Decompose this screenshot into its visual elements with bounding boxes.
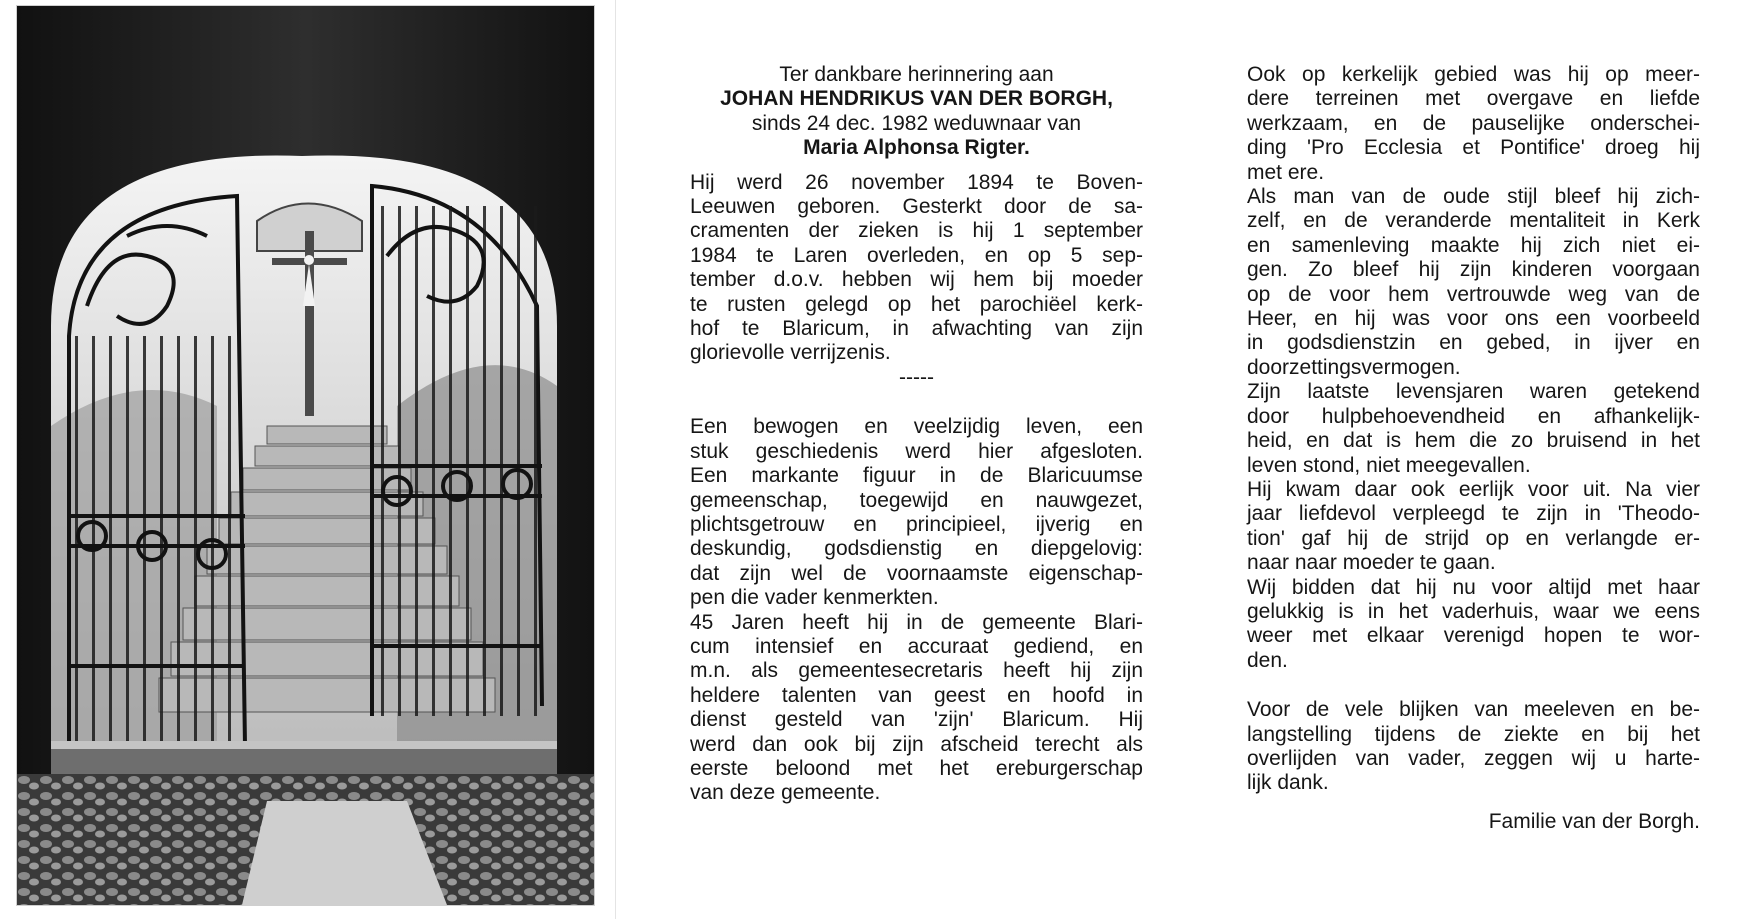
text-line: dere terreinen met overgave en liefde (1247, 87, 1700, 111)
text-line: glorievolle verrijzenis. (690, 341, 891, 365)
text-line: dat zijn wel de voornaamste eigenschap- (690, 561, 1143, 585)
text-line: te rusten gelegd op het parochiëel kerk- (690, 292, 1143, 316)
spouse-name: Maria Alphonsa Rigter. (803, 136, 1030, 160)
text-line: gen. Zo bleef hij zijn kinderen voorgaan (1247, 258, 1700, 282)
widower-line: sinds 24 dec. 1982 weduwnaar van (751, 111, 1082, 135)
text-line: Hij kwam daar ook eerlijk voor uit. Na vier (1247, 477, 1700, 501)
gate-illustration (17, 6, 594, 905)
text-line: Een bewogen en veelzijdig leven, een (690, 415, 1143, 439)
deceased-name: JOHAN HENDRIKUS VAN DER BORGH, (720, 87, 1113, 111)
text-line: doorzettingsvermogen. (1247, 355, 1461, 379)
text-line: 45 Jaren heeft hij in de gemeente Blari- (690, 610, 1143, 634)
text-line: Als man van de oude stijl bleef hij zich- (1247, 185, 1700, 209)
text-line: leven stond, niet meegevallen. (1247, 453, 1531, 477)
text-line: Voor de vele blijken van meeleven en be- (1247, 698, 1700, 722)
paragraph-last-years (1247, 380, 1700, 478)
text-line: lijk dank. (1247, 771, 1329, 795)
intro-line: Ter dankbare herinnering aan (779, 63, 1054, 86)
text-line: heid, en dat is hem die zo bruisend in het (1247, 429, 1700, 453)
text-line: weer met elkaar verenigd hopen te wor- (1247, 624, 1700, 648)
text-line: den. (1247, 648, 1288, 672)
text-line: ding 'Pro Ecclesia et Pontifice' droeg hij (1247, 136, 1700, 160)
text-line: tion' gaf hij de strijd op en verlangde er- (1247, 526, 1700, 550)
text-line: overlijden van vader, zeggen wij u harte- (1247, 746, 1700, 770)
text-line: 1984 te Laren overleden, en op 5 sep- (690, 243, 1143, 267)
middle-column (690, 63, 1143, 806)
text-line: langstelling tijdens de ziekte en bij het (1247, 722, 1700, 746)
paragraph-thanks (1247, 698, 1700, 796)
text-line: plichtsgetrouw en principieel, ijverig en (690, 512, 1143, 536)
text-line: en samenleving maakte hij zich niet ei- (1247, 233, 1700, 257)
text-line: Wij bidden dat hij nu voor altijd met haar (1247, 575, 1700, 599)
family-signature: Familie van der Borgh. (1488, 809, 1700, 833)
text-line: eerste beloond met het ereburgerschap (690, 756, 1143, 780)
text-line: dienst gesteld van 'zijn' Blaricum. Hij (690, 708, 1143, 732)
text-line: Hij werd 26 november 1894 te Boven- (690, 170, 1143, 194)
text-line: heldere talenten van geest en hoofd in (690, 683, 1143, 707)
text-line: naar naar moeder te gaan. (1247, 551, 1496, 575)
text-line: van deze gemeente. (690, 781, 881, 805)
text-line: stuk geschiedenis werd hier afgesloten. (690, 439, 1143, 463)
paragraph-care (1247, 478, 1700, 576)
paragraph-character (690, 415, 1143, 610)
text-line: werd dan ook bij zijn afscheid terecht als (690, 732, 1143, 756)
paragraph-career (690, 611, 1143, 806)
memorial-photo (17, 6, 594, 905)
paragraph-life (690, 171, 1143, 366)
text-line: werkzaam, en de pauselijke onderschei- (1247, 111, 1700, 135)
text-line: pen die vader kenmerkten. (690, 586, 939, 610)
text-line: gelukkig is in het vaderhuis, waar we eens (1247, 599, 1700, 623)
text-line: Ook op kerkelijk gebied was hij op meer- (1247, 63, 1700, 86)
paragraph-prayer (1247, 576, 1700, 674)
right-column (1247, 63, 1700, 834)
text-line: cum intensief en accuraat gediend, en (690, 634, 1143, 658)
text-line: Leeuwen geboren. Gesterkt door de sa- (690, 195, 1143, 219)
text-line: Heer, en hij was voor ons een voorbeeld (1247, 307, 1700, 331)
text-line: m.n. als gemeentesecretaris heeft hij zijn (690, 659, 1143, 683)
text-line: jaar liefdevol verpleegd te zijn in 'Theodo- (1247, 502, 1700, 526)
text-line: tember d.o.v. hebben wij hem bij moeder (690, 268, 1143, 292)
text-line: op de voor hem vertrouwde weg van de (1247, 282, 1700, 306)
paragraph-style (1247, 185, 1700, 380)
text-line: Een markante figuur in de Blaricuumse (690, 464, 1143, 488)
text-line: door hulpbehoevendheid en afhankelijk- (1247, 404, 1700, 428)
text-line: zelf, en de veranderde mentaliteit in Kerk (1247, 209, 1700, 233)
separator: ----- (899, 365, 934, 389)
paragraph-church (1247, 63, 1700, 185)
text-line: gemeenschap, toegewijd en nauwgezet, (690, 488, 1143, 512)
text-line: hof te Blaricum, in afwachting van zijn (690, 317, 1143, 341)
text-line: cramenten der zieken is hij 1 september (690, 219, 1143, 243)
text-line: deskundig, godsdienstig en diepgelovig: (690, 537, 1143, 561)
card-fold-line (615, 0, 616, 919)
text-line: in godsdienstzin en gebed, in ijver en (1247, 331, 1700, 355)
text-line: met ere. (1247, 160, 1325, 184)
text-line: Zijn laatste levensjaren waren getekend (1247, 380, 1700, 404)
